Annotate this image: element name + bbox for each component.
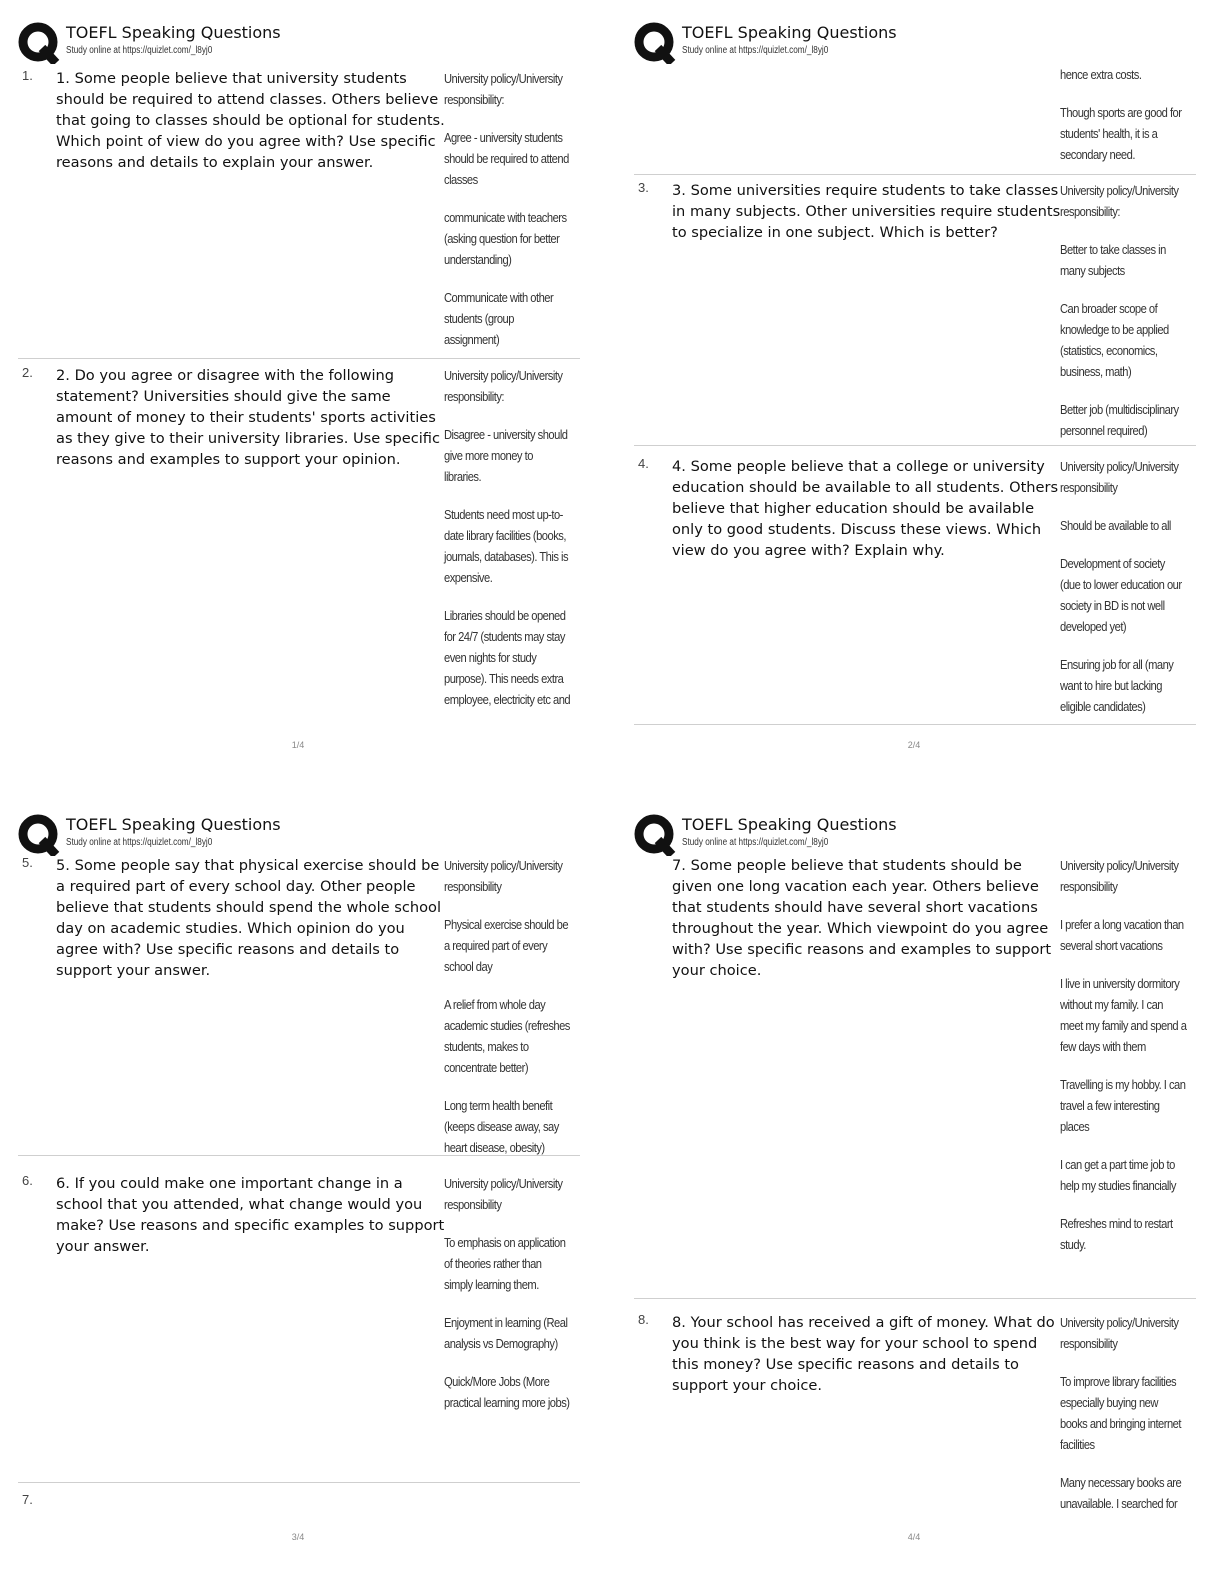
answer-line: Though sports are good for students' health, it is a secondary need. [1060,105,1182,162]
answer-notes [1060,855,1212,1272]
answer-line: To emphasis on application of theories rather than simply learning them. [444,1235,566,1292]
answer-line: hence extra costs. [1060,67,1142,82]
flashcard [634,855,1196,1299]
answer-notes [444,365,596,727]
page-title: TOEFL Speaking Questions [66,23,281,42]
answer-notes [1060,1312,1212,1531]
page-title: TOEFL Speaking Questions [66,815,281,834]
answer-line: Communicate with other students (group assignment) [444,290,554,347]
answer-line: Many necessary books are unavailable. I searched for [1060,1475,1182,1511]
question-text: 7. Some people believe that students should be given one long vacation each year. Others believe that students should have several short vacations throughout the year. Which viewpoint do you agree with? Use specific reasons and examples to support your choice. [672,857,1052,979]
page-subtitle: Study online at https://quizlet.com/_l8yj0 [682,837,829,848]
answer-notes [444,855,596,1175]
page-subtitle: Study online at https://quizlet.com/_l8yj0 [66,45,213,56]
answer-line: Can broader scope of knowledge to be applied (statistics, economics, business, math) [1060,301,1169,379]
answer-line: Libraries should be opened for 24/7 (students may stay even nights for study purpose). This needs extra employee, electricity etc and [444,608,571,707]
flashcard [18,68,580,359]
answer-line: Students need most up-to-date library facilities (books, journals, databases). This is expensive. [444,507,569,585]
page-title: TOEFL Speaking Questions [682,23,897,42]
answer-line: To improve library facilities especially buying new books and bringing internet facilities [1060,1374,1181,1452]
answer-line: Better job (multidisciplinary personnel required) [1060,402,1179,438]
card-number: 3. [638,180,649,195]
pdf-page-3 [0,792,612,1584]
pdf-page-1 [0,0,612,792]
question-text: 3. Some universities require students to take classes in many subjects. Other universities require students to specialize in one subject. Which is better? [672,182,1061,241]
page-title: TOEFL Speaking Questions [682,815,897,834]
question-text: 1. Some people believe that university students should be required to attend classes. Others believe that going to classes should be optional for students. Which point of view do you agree with? Use specific reasons and details to explain your answer. [56,70,445,171]
answer-line: Physical exercise should be a required part of every school day [444,917,569,974]
answer-line: University policy/University responsibility: [444,368,563,404]
flashcard [634,1312,1196,1527]
flashcard [634,180,1196,446]
flashcard [18,855,580,1156]
quizlet-logo-icon [634,22,676,64]
answer-line: University policy/University responsibility: [1060,183,1179,219]
flashcard [18,1173,580,1483]
answer-line: I prefer a long vacation than several short vacations [1060,917,1184,953]
card-number: 7. [22,1492,33,1507]
pdf-page-4 [616,792,1224,1584]
card-number: 4. [638,456,649,471]
flashcard-continued [634,64,1196,175]
answer-line: A relief from whole day academic studies (refreshes students, makes to concentrate better) [444,997,570,1075]
page-number: 4/4 [907,1532,921,1542]
answer-notes [1060,180,1212,458]
answer-line: Should be available to all [1060,518,1171,533]
question-text: 2. Do you agree or disagree with the following statement? Universities should give the same amount of money to their students' sports activities as they give to their university libraries. Use specific reasons and examples to support your opinion. [56,367,441,468]
answer-line: University policy/University responsibility [1060,1315,1179,1351]
answer-line: Travelling is my hobby. I can travel a few interesting places [1060,1077,1186,1134]
answer-line: Refreshes mind to restart study. [1060,1216,1173,1252]
quizlet-logo-icon [18,814,60,856]
answer-line: Long term health benefit (keeps disease away, say heart disease, obesity) [444,1098,559,1155]
answer-line: Quick/More Jobs (More practical learning more jobs) [444,1374,570,1410]
flashcard [18,1492,580,1522]
answer-line: University policy/University responsibility: [444,71,563,107]
card-number: 2. [22,365,33,380]
flashcard [634,456,1196,725]
answer-line: Better to take classes in many subjects [1060,242,1166,278]
answer-line: Disagree - university should give more money to libraries. [444,427,568,484]
pdf-page-2 [616,0,1224,792]
quizlet-logo-icon [634,814,676,856]
answer-line: Enjoyment in learning (Real analysis vs Demography) [444,1315,568,1351]
page-number: 1/4 [291,740,305,750]
answer-line: University policy/University responsibility [444,858,563,894]
answer-line: Development of society (due to lower education our society in BD is not well developed yet) [1060,556,1182,634]
card-number: 5. [22,855,33,870]
answer-notes [1060,456,1212,734]
answer-notes [444,1173,596,1430]
page-number: 3/4 [291,1532,305,1542]
answer-notes [444,68,596,367]
answer-line: University policy/University responsibility [1060,459,1179,495]
page-number: 2/4 [907,740,921,750]
page-subtitle: Study online at https://quizlet.com/_l8yj0 [66,837,213,848]
answer-line: University policy/University responsibility [1060,858,1179,894]
flashcard [18,365,580,735]
question-text: 5. Some people say that physical exercise should be a required part of every school day. Other people believe that students should spend the whole school day on academic studies. Which opinion do you agree with? Use specific reasons and details to support your answer. [56,857,442,979]
answer-line: Agree - university students should be required to attend classes [444,130,569,187]
question-text: 6. If you could make one important change in a school that you attended, what change would you make? Use reasons and specific examples to support your answer. [56,1175,445,1255]
card-number: 8. [638,1312,649,1327]
answer-notes [1060,64,1212,182]
answer-line: Ensuring job for all (many want to hire but lacking eligible candidates) [1060,657,1174,714]
answer-line: I live in university dormitory without my family. I can meet my family and spend a few days with them [1060,976,1187,1054]
answer-line: communicate with teachers (asking question for better understanding) [444,210,567,267]
card-number: 6. [22,1173,33,1188]
question-text: 4. Some people believe that a college or university education should be available to all students. Others believe that higher education should be available only to good students. Discuss these views. Which view do you agree with? Explain why. [672,458,1059,559]
answer-line: University policy/University responsibility [444,1176,563,1212]
quizlet-logo-icon [18,22,60,64]
answer-line: I can get a part time job to help my studies financially [1060,1157,1176,1193]
card-number: 1. [22,68,33,83]
page-subtitle: Study online at https://quizlet.com/_l8yj0 [682,45,829,56]
question-text: 8. Your school has received a gift of money. What do you think is the best way for your school to spend this money? Use specific reasons and details to support your choice. [672,1314,1055,1394]
